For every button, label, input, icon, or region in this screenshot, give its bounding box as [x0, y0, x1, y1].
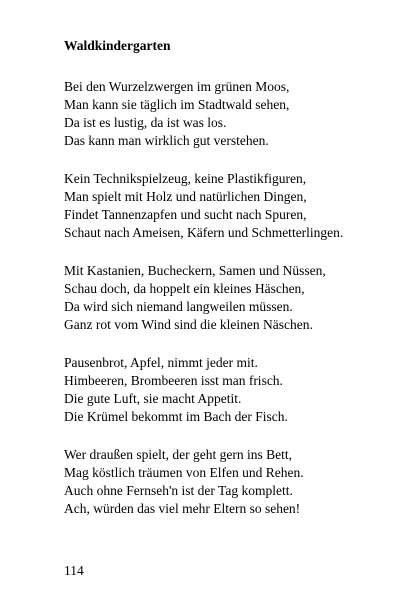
- poem-line: Da wird sich niemand langweilen müssen.: [64, 299, 293, 314]
- poem-line: Pausenbrot, Apfel, nimmt jeder mit.: [64, 355, 258, 370]
- poem-line: Mag köstlich träumen von Elfen und Rehen.: [64, 465, 304, 480]
- poem-line: Da ist es lustig, da ist was los.: [64, 115, 227, 130]
- stanza-1: [64, 78, 343, 150]
- poem-title: Waldkindergarten: [64, 38, 171, 53]
- poem-line: Man spielt mit Holz und natürlichen Dingen,: [64, 189, 307, 204]
- poem-line: Findet Tannenzapfen und sucht nach Spuren,: [64, 207, 307, 222]
- stanza-5: [64, 446, 343, 518]
- poem-line: Auch ohne Fernseh'n ist der Tag komplett.: [64, 483, 293, 498]
- poem-line: Schau doch, da hoppelt ein kleines Häschen,: [64, 281, 305, 296]
- poem-body: [64, 78, 343, 538]
- poem-line: Bei den Wurzelzwergen im grünen Moos,: [64, 79, 290, 94]
- poem-line: Ach, würden das viel mehr Eltern so sehen!: [64, 501, 301, 516]
- poem-line: Die Krümel bekommt im Bach der Fisch.: [64, 409, 288, 424]
- poem-line: Schaut nach Ameisen, Käfern und Schmetterlingen.: [64, 225, 344, 240]
- poem-line: Wer draußen spielt, der geht gern ins Bett,: [64, 447, 292, 462]
- stanza-2: [64, 170, 343, 242]
- poem-line: Ganz rot vom Wind sind die kleinen Näschen.: [64, 317, 313, 332]
- page-number: 114: [64, 563, 84, 578]
- poem-line: Das kann man wirklich gut verstehen.: [64, 133, 269, 148]
- poem-line: Die gute Luft, sie macht Appetit.: [64, 391, 242, 406]
- stanza-4: [64, 354, 343, 426]
- poem-line: Man kann sie täglich im Stadtwald sehen,: [64, 97, 290, 112]
- poem-line: Mit Kastanien, Bucheckern, Samen und Nüssen,: [64, 263, 326, 278]
- poem-line: Kein Technikspielzeug, keine Plastikfiguren,: [64, 171, 307, 186]
- poem-line: Himbeeren, Brombeeren isst man frisch.: [64, 373, 283, 388]
- stanza-3: [64, 262, 343, 334]
